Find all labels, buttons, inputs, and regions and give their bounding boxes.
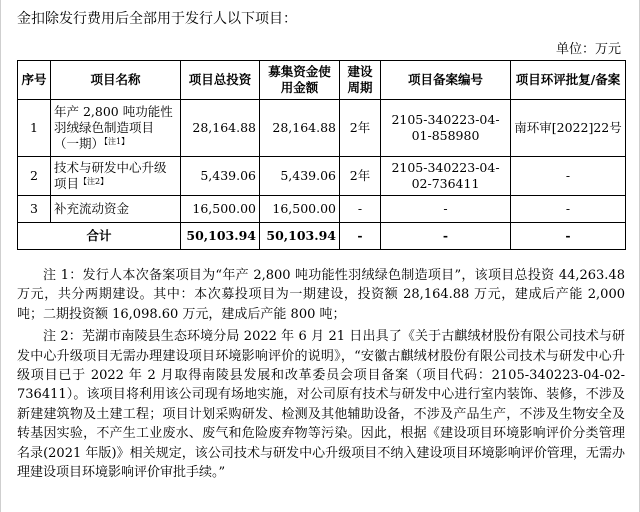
cell-name-text: 补充流动资金 <box>54 201 130 216</box>
total-raised: 50,103.94 <box>260 223 340 250</box>
header-total: 项目总投资 <box>181 61 260 100</box>
cell-period: 2年 <box>340 100 381 157</box>
cell-env: - <box>511 196 626 223</box>
project-table <box>17 60 626 250</box>
intro-text: 金扣除发行费用后全部用于发行人以下项目： <box>17 11 297 27</box>
cell-seq: 2 <box>18 157 51 196</box>
cell-raised: 5,439.06 <box>260 157 340 196</box>
cell-env: 南环审[2022]22号 <box>511 100 626 157</box>
cell-name-text: 技术与研发中心升级项目 <box>54 160 167 191</box>
footnote-1: 注 1：发行人本次备案项目为“年产 2,800 吨功能性羽绒绿色制造项目”，该项目总投资 44,263.48 万元，共分两期建设。其中：本次募投项目为一期建设，投资额 28,164.88 万元，建成后产能 2,000 吨；二期投资额 16,098.60 万元，建成后产能 800 吨； <box>17 268 625 322</box>
table-total-row <box>18 223 626 250</box>
table-header-row <box>18 61 626 100</box>
note-marker: 【注2】 <box>79 177 109 186</box>
cell-total: 28,164.88 <box>181 100 260 157</box>
cell-record: 2105-340223-04-01-858980 <box>381 100 511 157</box>
total-investment: 50,103.94 <box>181 223 260 250</box>
header-period: 建设周期 <box>340 61 381 100</box>
header-raised: 募集资金使用金额 <box>260 61 340 100</box>
footnote-2: 注 2：芜湖市南陵县生态环境分局 2022 年 6 月 21 日出具了《关于古麒绒材股份有限公司技术与研发中心升级项目无需办理建设项目环境影响评价的说明》，“安徽古麒绒材股份有限公司技术与研发中心升级项目已于 2022 年 2 月取得南陵县发展和改革委员会项目备案（项目代码：2105-340223-04-02-736411）。该项目将利用该公司现有场地实施，对公司原有技术与研发中心进行室内装饰、装修，不涉及新建建筑物及土建工程；项目计划采购研发、检测及其他辅助设备，不涉及产品生产，不涉及生物安全及转基因实验，不产生工业废水、废气和危险废弃物等污染。因此，根据《建设项目环境影响评价分类管理名录(2021 年版)》相关规定，该公司技术与研发中心升级项目不纳入建设项目环境影响评价管理，无需办理建设项目环境影响评价审批手续。” <box>17 329 625 481</box>
cell-seq: 3 <box>18 196 51 223</box>
cell-name-text: 年产 2,800 吨功能性羽绒绿色制造项目（一期） <box>54 104 173 151</box>
header-seq: 序号 <box>18 61 51 100</box>
cell-period: - <box>340 196 381 223</box>
cell-name <box>51 100 181 157</box>
table-row <box>18 100 626 157</box>
header-record: 项目备案编号 <box>381 61 511 100</box>
cell-total: 16,500.00 <box>181 196 260 223</box>
cell-record: - <box>381 196 511 223</box>
header-env: 项目环评批复/备案 <box>511 61 626 100</box>
cell-raised: 28,164.88 <box>260 100 340 157</box>
cell-seq: 1 <box>18 100 51 157</box>
cell-raised: 16,500.00 <box>260 196 340 223</box>
total-record: - <box>381 223 511 250</box>
cell-name <box>51 157 181 196</box>
note-marker: 【注1】 <box>104 137 130 146</box>
cell-name <box>51 196 181 223</box>
cell-env: - <box>511 157 626 196</box>
cell-total: 5,439.06 <box>181 157 260 196</box>
table-row <box>18 157 626 196</box>
cell-period: 2年 <box>340 157 381 196</box>
table-row <box>18 196 626 223</box>
total-env: - <box>511 223 626 250</box>
header-name: 项目名称 <box>51 61 181 100</box>
total-period: - <box>340 223 381 250</box>
total-label: 合计 <box>18 223 181 250</box>
unit-label: 单位：万元 <box>555 42 621 57</box>
cell-record: 2105-340223-04-02-736411 <box>381 157 511 196</box>
footnotes <box>17 266 625 482</box>
